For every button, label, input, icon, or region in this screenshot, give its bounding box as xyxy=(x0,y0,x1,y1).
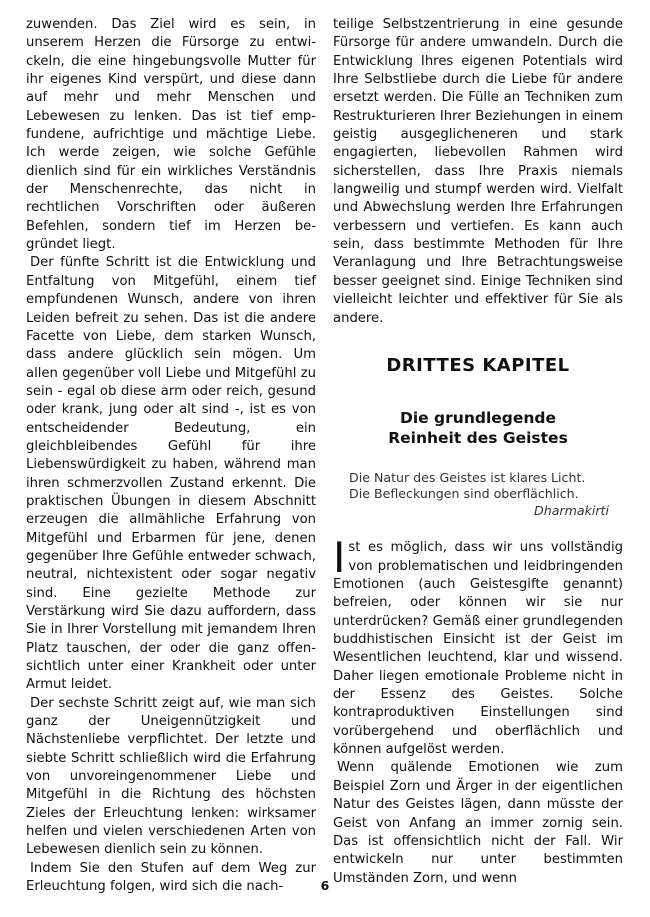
body-paragraph-dropcap xyxy=(333,533,623,759)
section-title xyxy=(333,408,623,448)
right-column xyxy=(333,16,623,888)
drop-cap: I xyxy=(333,533,346,583)
body-paragraph: Der sechste Schritt zeigt auf, wie man sich ganz der Uneigennützigkeit und Nächstenliebe verpflichtet. Der letzte und siebte Schritt schließlich wird die Erfahrung von unvoreingenommener Liebe und Mitgefühl in die Richtung des höchsten Zieles der Erleuchtung lenken: wirksamer helfen und vielen verschiedenen Arten von Lebewesen dienlich sein zu können. xyxy=(26,695,316,858)
chapter-heading: DRITTES KAPITEL xyxy=(386,354,570,376)
epigraph-line: Die Natur des Geistes ist klares Licht. xyxy=(349,469,586,485)
left-column xyxy=(26,16,316,897)
section-title-line: Reinheit des Geistes xyxy=(388,428,568,447)
epigraph xyxy=(349,470,609,520)
body-paragraph: zuwenden. Das Ziel wird es sein, in unserem Herzen die Fürsorge zu entwickeln, die eine hingebungsvolle Mutter für ihr eigenes Kind verspürt, und diese dann auf mehr und mehr Menschen und Lebewesen zu lenken. Das ist tief empfundene, aufrichtige und mächtige Liebe. Ich werde zeigen, wie solche Gefühle dienlich sind für ein wirkliches Verständnis der Menschenrechte, das nicht in rechtlichen Vorschriften oder äußeren Befehlen, sondern tief im Herzen begründet liegt. xyxy=(26,17,316,253)
epigraph-attribution: Dharmakirti xyxy=(534,502,609,518)
epigraph-line: Die Befleckungen sind oberflächlich. xyxy=(349,486,579,502)
body-paragraph: Wenn quälende Emotionen wie zum Beispiel Zorn und Ärger in der eigentlichen Natur des Geistes lägen, dann müsste der Geist von Anfang an immer zornig sein. Das ist offensichtlich nicht der Fall. Wir entwickeln nur unter bestimmten Umständen Zorn, und wenn xyxy=(333,760,623,886)
section-title-line: Die grundlegende xyxy=(399,408,557,427)
paragraph-text: st es möglich, dass wir uns vollständig von problematischen und leidbringenden Emotionen (auch Geistesgifte genannt) befreien, oder können wir sie nur unterdrücken? Gemäß einer grundlegenden buddhistischen Einsicht ist der Geist im Wesentlichen leuchtend, klar und wissend. Daher liegen emotionale Probleme nicht in der Essenz des Geistes. Solche kontraproduktiven Einstellungen sind vorübergehend und oberflächlich und können aufgelöst werden. xyxy=(333,540,623,758)
body-paragraph: Der fünfte Schritt ist die Entwicklung und Entfaltung von Mitgefühl, einem tief empfundenen Wunsch, andere von ihren Leiden befreit zu sehen. Das ist die andere Facette von Liebe, dem starken Wunsch, dass andere glücklich sein mögen. Um allen gegenüber voll Liebe und Mitgefühl zu sein - egal ob diese arm oder reich, gesund oder krank, jung oder alt sind -, ist es von entscheidender Bedeutung, ein gleichbleibendes Gefühl für ihre Liebenswürdigkeit zu haben, während man ihren schmerzvollen Zustand erkennt. Die praktischen Übungen in diesem Abschnitt erzeugen die allmähliche Erfahrung von Mitgefühl und Erbarmen für jene, denen gegenüber Ihre Gefühle entweder schwach, neutral, nichtexistent oder sogar negativ sind. Eine gezielte Methode zur Verstärkung wird Sie dazu auffordern, dass Sie in Ihrer Vorstellung mit jemandem Ihren Platz tauschen, der oder die ganz offensichtlich unter einer Krankheit oder unter Armut leidet. xyxy=(26,255,316,693)
page-number: 6 xyxy=(320,878,330,893)
body-paragraph: Indem Sie den Stufen auf dem Weg zur Erleuchtung folgen, wird sich die nach- xyxy=(26,860,316,895)
body-paragraph: teilige Selbstzentrierung in eine gesunde Fürsorge für andere umwandeln. Durch die Entwicklung Ihres eigenen Potentials wird Ihre Selbstliebe durch die Liebe für andere ersetzt werden. Die Fülle an Techniken zum Restrukturieren Ihrer Beziehungen in einem geistig ausgeglicheneren und stark engagierten, liebevollen Rahmen wird sicherstellen, dass Ihre Praxis niemals langweilig und stumpf werden wird. Vielfalt und Abwechslung werden Ihre Erfahrungen verbessern und vertiefen. Es kann auch sein, dass bestimmte Methoden für Ihre Veranlagung und Ihre Betrachtungsweise besser geeignet sind. Einige Techniken sind vielleicht leichter und effektiver für Sie als andere. xyxy=(333,17,623,326)
